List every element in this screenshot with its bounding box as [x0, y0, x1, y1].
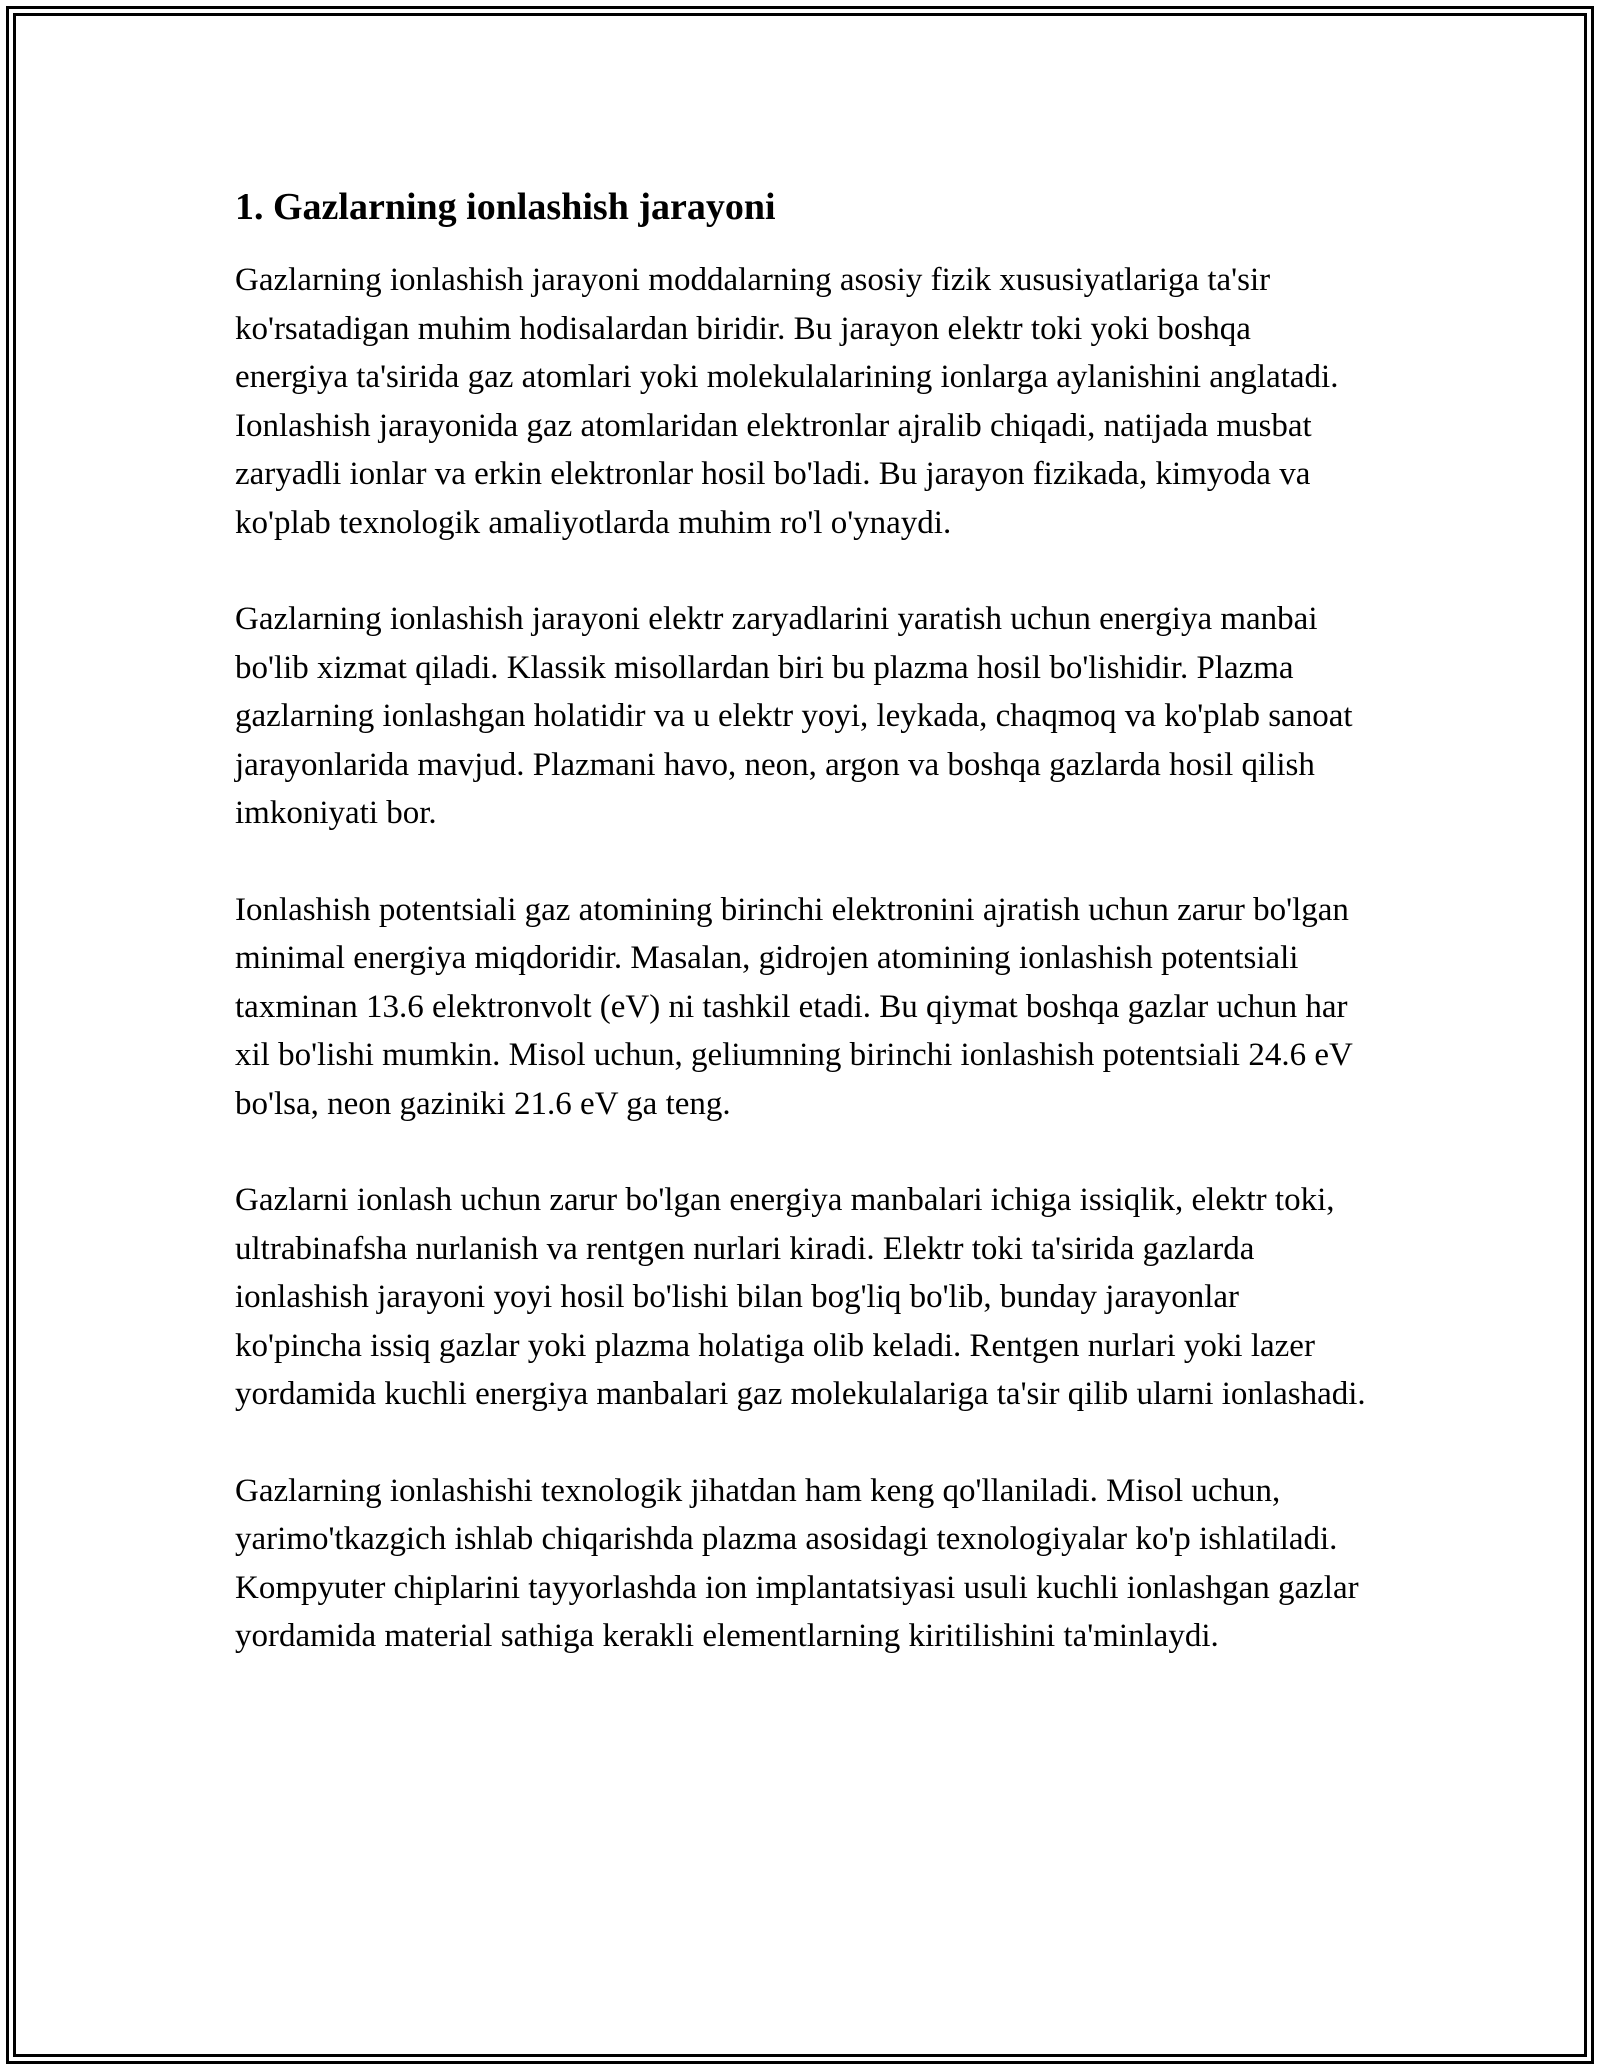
paragraph-energy-sources: Gazlarni ionlash uchun zarur bo'lgan energiya manbalari ichiga issiqlik, elektr toki, ultrabinafsha nurlanish va rentgen nurlari kiradi. Elektr toki ta'sirida gazlarda ionlashish jarayoni yoyi hosil bo'lishi bilan bog'liq bo'lib, bunday jarayonlar ko'pincha issiq gazlar yoki plazma holatiga olib keladi. Rentgen nurlari yoki lazer yordamida kuchli energiya manbalari gaz molekulalariga ta'sir qilib ularni ionlashadi. — [235, 1182, 1366, 1412]
document-body — [235, 184, 1370, 1709]
paragraph-plasma: Gazlarning ionlashish jarayoni elektr zaryadlarini yaratish uchun energiya manbai bo'lib xizmat qiladi. Klassik misollardan biri bu plazma hosil bo'lishidir. Plazma gazlarning ionlashgan holatidir va u elektr yoyi, leykada, chaqmoq va ko'plab sanoat jarayonlarida mavjud. Plazmani havo, neon, argon va boshqa gazlarda hosil qilish imkoniyati bor. — [235, 601, 1353, 831]
paragraph-ionization-potential: Ionlashish potentsiali gaz atomining birinchi elektronini ajratish uchun zarur bo'lgan minimal energiya miqdoridir. Masalan, gidrojen atomining ionlashish potentsiali taxminan 13.6 elektronvolt (eV) ni tashkil etadi. Bu qiymat boshqa gazlar uchun har xil bo'lishi mumkin. Misol uchun, geliumning birinchi ionlashish potentsiali 24.6 eV bo'lsa, neon gaziniki 21.6 eV ga teng. — [235, 891, 1353, 1122]
paragraph-ionization-intro: Gazlarning ionlashish jarayoni moddalarning asosiy fizik xususiyatlariga ta'sir ko'rsatadigan muhim hodisalardan biridir. Bu jarayon elektr toki yoki boshqa energiya ta'sirida gaz atomlari yoki molekulalarining ionlarga aylanishini anglatadi. Ionlashish jarayonida gaz atomlaridan elektronlar ajralib chiqadi, natijada musbat zaryadli ionlar va erkin elektronlar hosil bo'ladi. Bu jarayon fizikada, kimyoda va ko'plab texnologik amaliyotlarda muhim ro'l o'ynaydi. — [235, 262, 1339, 541]
section-title: 1. Gazlarning ionlashish jarayoni — [235, 186, 776, 228]
paragraph-technology-applications: Gazlarning ionlashishi texnologik jihatdan ham keng qo'llaniladi. Misol uchun, yarimo'tkazgich ishlab chiqarishda plazma asosidagi texnologiyalar ko'p ishlatiladi. Kompyuter chiplarini tayyorlashda ion implantatsiyasi usuli kuchli ionlashgan gazlar yordamida material sathiga kerakli elementlarning kiritilishini ta'minlaydi. — [235, 1472, 1359, 1654]
